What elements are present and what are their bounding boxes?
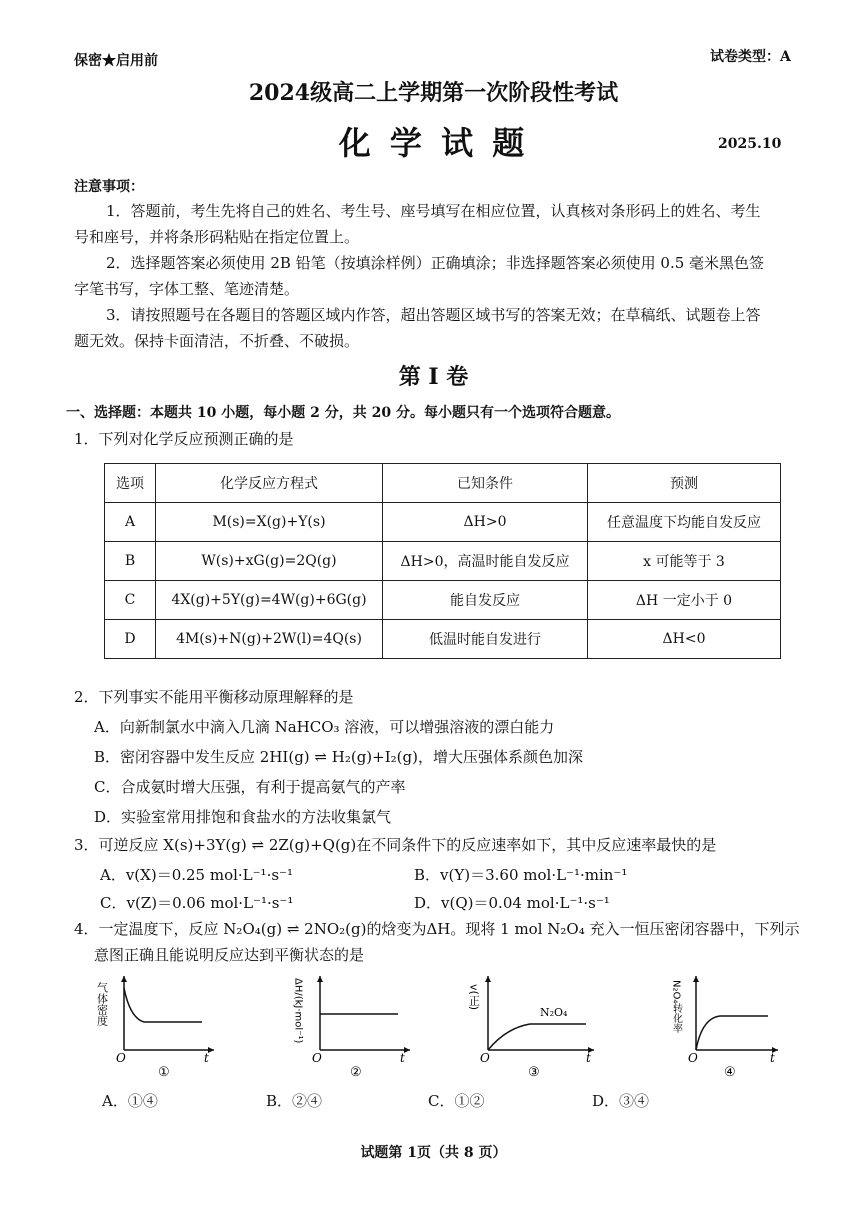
curve-rise [488,1024,586,1050]
q3-option-b: B．v(Y)＝3.60 mol·L⁻¹·min⁻¹ [414,866,628,884]
curve-rise [696,1016,768,1050]
graph-1-origin: O [116,1051,126,1065]
note-2b: 字笔书写，字体工整、笔迹清楚。 [74,280,300,298]
table-cell: M(s)=X(g)+Y(s) [156,503,383,542]
table-cell: 任意温度下均能自发反应 [588,503,781,542]
note-3a: 3．请按照题号在各题目的答题区域内作答，超出答题区域书写的答案无效；在草稿纸、试题卷上答 [106,306,761,324]
graph-3-xlabel: t [586,1051,591,1065]
graph-3-num: ③ [528,1065,540,1080]
table-cell: 4M(s)+N(g)+2W(l)=4Q(s) [156,620,383,659]
table-cell: ΔH>0 [383,503,588,542]
table-row [105,620,781,659]
q1-table [104,463,781,659]
q4-option-b: B．②④ [266,1092,323,1110]
table-cell: D [105,620,156,659]
q3-option-d: D．v(Q)＝0.04 mol·L⁻¹·s⁻¹ [414,894,610,912]
q2-option-d: D．实验室常用排饱和食盐水的方法收集氯气 [94,808,392,826]
subject-title: 化 学 试 题 [338,124,529,162]
q2-option-c: C．合成氨时增大压强，有利于提高氨气的产率 [94,778,406,796]
note-1b: 号和座号，并将条形码粘贴在指定位置上。 [74,228,360,246]
graph-2-ylabel: ΔH/(kJ·mol⁻¹) [292,978,304,1044]
table-header-cell: 预测 [588,464,781,503]
graph-4-ylabel: N₂O₄转化率 [670,980,682,1034]
graph-4-num: ④ [724,1065,736,1080]
exam-date: 2025.10 [718,136,782,152]
graph-3-origin: O [480,1051,490,1065]
table-cell: ΔH>0，高温时能自发反应 [383,542,588,581]
table-cell: B [105,542,156,581]
q3-stem: 3．可逆反应 X(s)+3Y(g) ⇌ 2Z(g)+Q(g)在不同条件下的反应速率如下，其中反应速率最快的是 [74,836,717,854]
page-footer: 试题第 1页（共 8 页） [360,1145,507,1161]
graph-2-xlabel: t [400,1051,405,1065]
q4-option-c: C．①② [428,1092,485,1110]
graph-2-origin: O [312,1051,322,1065]
table-cell: ΔH 一定小于 0 [588,581,781,620]
graph-1-ylabel: 气体密度 [95,982,109,1026]
table-cell: 低温时能自发进行 [383,620,588,659]
part1-intro: 一、选择题：本题共 10 小题，每小题 2 分，共 20 分。每小题只有一个选项符合题意。 [66,405,620,421]
table-header-cell: 化学反应方程式 [156,464,383,503]
graph-2 [290,972,420,1082]
note-3b: 题无效。保持卡面清洁，不折叠、不破损。 [74,332,360,350]
table-cell: A [105,503,156,542]
notes-heading: 注意事项： [74,179,144,195]
note-1a: 1．答题前，考生先将自己的姓名、考生号、座号填写在相应位置，认真核对条形码上的姓名、考生 [106,202,761,220]
q4-stem-a: 4．一定温度下，反应 N₂O₄(g) ⇌ 2NO₂(g)的焓变为ΔH。现将 1 mol N₂O₄ 充入一恒压密闭容器中，下列示 [74,920,800,938]
q1-stem: 1．下列对化学反应预测正确的是 [74,430,294,448]
table-header-cell: 已知条件 [383,464,588,503]
curve-decay [124,988,202,1022]
q3-option-c: C．v(Z)＝0.06 mol·L⁻¹·s⁻¹ [100,894,294,912]
q2-option-a: A．向新制氯水中滴入几滴 NaHCO₃ 溶液，可以增强溶液的漂白能力 [94,718,555,736]
table-row [105,581,781,620]
table-cell: W(s)+xG(g)=2Q(g) [156,542,383,581]
graph-2-num: ② [350,1065,362,1080]
graph-4 [670,972,790,1082]
table-header-row [105,464,781,503]
table-row [105,503,781,542]
table-cell: 4X(g)+5Y(g)=4W(g)+6G(g) [156,581,383,620]
graph-4-origin: O [688,1051,698,1065]
table-cell: x 可能等于 3 [588,542,781,581]
q4-option-a: A．①④ [102,1092,158,1110]
q4-stem-b: 意图正确且能说明反应达到平衡状态的是 [94,946,365,964]
graph-4-xlabel: t [770,1051,775,1065]
q3-option-a: A．v(X)＝0.25 mol·L⁻¹·s⁻¹ [100,866,293,884]
table-cell: C [105,581,156,620]
paper-type: 试卷类型：A [710,49,791,65]
secret-label: 保密★启用前 [74,53,158,69]
graph-3-curve-label: N₂O₄ [540,1006,568,1019]
q4-option-d: D．③④ [592,1092,650,1110]
graph-1 [94,972,224,1082]
section-title: 第 I 卷 [398,364,469,390]
table-header-cell: 选项 [105,464,156,503]
note-2a: 2．选择题答案必须使用 2B 铅笔（按填涂样例）正确填涂；非选择题答案必须使用 0.5 毫米黑色签 [106,254,765,272]
graph-3-ylabel: v(正) [467,984,481,1011]
graph-1-xlabel: t [204,1051,209,1065]
graph-3 [467,972,610,1082]
q2-stem: 2．下列事实不能用平衡移动原理解释的是 [74,688,354,706]
table-cell: ΔH<0 [588,620,781,659]
table-row [105,542,781,581]
table-cell: 能自发反应 [383,581,588,620]
exam-title: 2024级高二上学期第一次阶段性考试 [248,80,619,106]
q2-option-b: B．密闭容器中发生反应 2HI(g) ⇌ H₂(g)+I₂(g)，增大压强体系颜色加深 [94,748,583,766]
graph-1-num: ① [158,1065,170,1080]
